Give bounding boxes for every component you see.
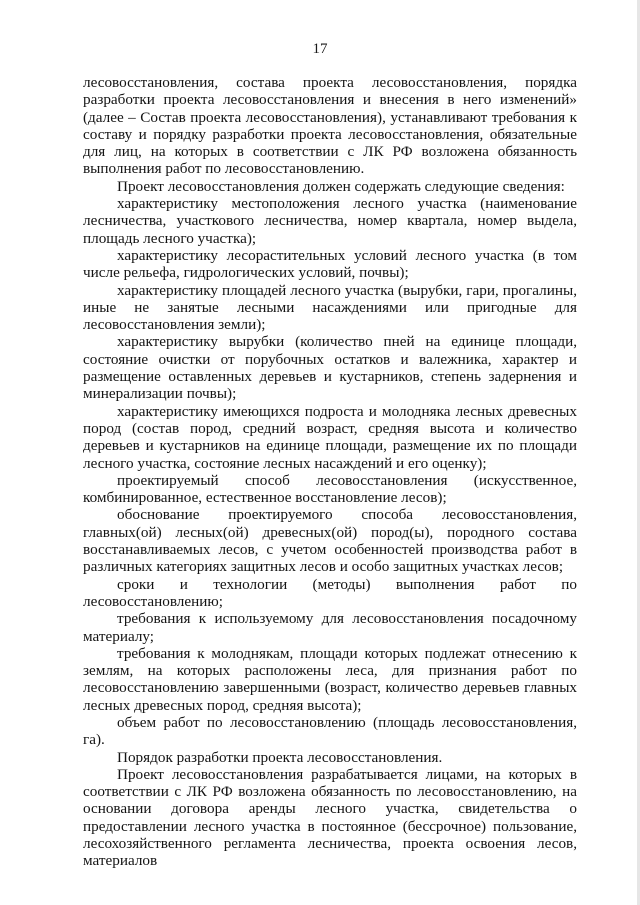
paragraph: Проект лесовосстановления разрабатывается лицами, на которых в соответствии с ЛК РФ возложена обязанность по лесовосстановлению, на основании договора аренды лесного участка, свидетельства о предоставлении лесного участка в постоянное (бессрочное) пользование, лесохозяйственного регламента лесничества, проекта освоения лесов, материалов [83, 765, 577, 870]
list-item: характеристику вырубки (количество пней на единице площади, состояние очистки от порубочных остатков и валежника, характер и размещение оставленных деревьев и кустарников, степень задернения и минерализации почвы); [83, 333, 577, 403]
page-number: 17 [312, 41, 328, 57]
list-item: объем работ по лесовосстановлению (площадь лесовосстановления, га). [83, 713, 577, 749]
list-item: сроки и технологии (методы) выполнения работ по лесовосстановлению; [83, 575, 577, 610]
section-heading: Порядок разработки проекта лесовосстановления. [117, 748, 443, 766]
list-item: требования к используемому для лесовосстановления посадочному материалу; [83, 610, 577, 645]
list-item: требования к молоднякам, площади которых подлежат отнесению к землям, на которых расположены леса, для признания работ по лесовосстановлению завершенными (возраст, количество деревьев главных лесных древесных пород, средняя высота); [83, 644, 577, 714]
paragraph: лесовосстановления, состава проекта лесовосстановления, порядка разработки проекта лесовосстановления и внесения в него изменений» (далее – Состав проекта лесовосстановления), устанавливают требования к составу и порядку разработки проекта лесовосстановления, обязательные для лиц, на которых в соответствии с ЛК РФ возложена обязанность выполнения работ по лесовосстановлению. [83, 74, 577, 178]
list-item: характеристику местоположения лесного участка (наименование лесничества, участкового лесничества, номер квартала, номер выдела, площадь лесного участка); [83, 195, 577, 247]
list-item: характеристику лесорастительных условий лесного участка (в том числе рельефа, гидрологических условий, почвы); [83, 246, 577, 282]
list-item: проектируемый способ лесовосстановления (искусственное, комбинированное, естественное восстановление лесов); [83, 471, 577, 507]
list-item: характеристику имеющихся подроста и молодняка лесных древесных пород (состав пород, средний возраст, средняя высота и количество деревьев и кустарников на единице площади, размещение их по площади лесного участка, состояние лесных насаждений и его оценку); [83, 402, 577, 472]
list-item: обоснование проектируемого способа лесовосстановления, главных(ой) лесных(ой) древесных(ой) пород(ы), породного состава восстанавливаемых лесов, с учетом особенностей производства работ в различных категориях защитных лесов и особо защитных участках лесов; [83, 506, 577, 576]
body-text [83, 74, 577, 870]
paragraph: Проект лесовосстановления должен содержать следующие сведения: [117, 177, 565, 195]
list-item: характеристику площадей лесного участка (вырубки, гари, прогалины, иные не занятые лесными насаждениями или пригодные для лесовосстановления земли); [83, 281, 577, 334]
